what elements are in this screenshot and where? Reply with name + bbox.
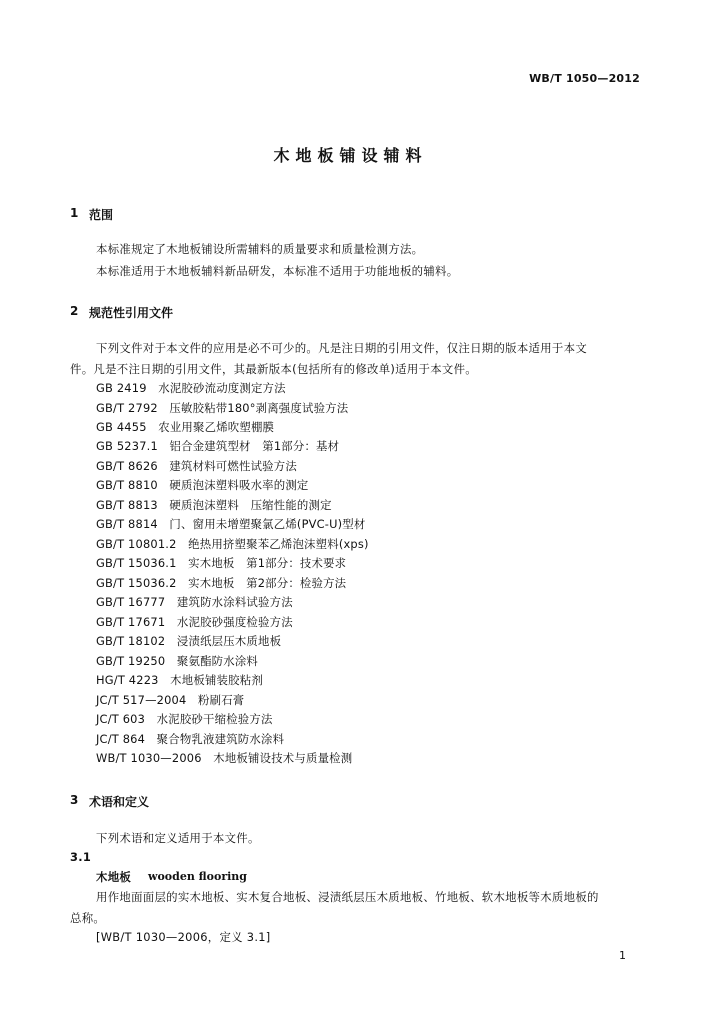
reference-item: GB/T 8814 门、窗用未增塑聚氯乙烯(PVC-U)型材	[96, 517, 366, 531]
section-1-number: 1	[70, 206, 79, 220]
reference-item: GB/T 18102 浸渍纸层压木质地板	[96, 634, 282, 648]
section-2-number: 2	[70, 304, 79, 318]
reference-item: GB/T 15036.2 实木地板 第2部分：检验方法	[96, 576, 347, 590]
reference-item: JC/T 864 聚合物乳液建筑防水涂料	[96, 732, 285, 746]
document-title: 木地板铺设辅料	[273, 146, 428, 165]
reference-item: GB 2419 水泥胶砂流动度测定方法	[96, 381, 286, 395]
term-definition: 用作地面面层的实木地板、实木复合地板、浸渍纸层压木质地板、竹地板、软木地板等木质地板的	[96, 890, 599, 904]
section-2-intro: 件。凡是不注日期的引用文件，其最新版本(包括所有的修改单)适用于本文件。	[70, 362, 477, 376]
reference-item: GB/T 15036.1 实木地板 第1部分：技术要求	[96, 556, 347, 570]
section-3-intro: 下列术语和定义适用于本文件。	[96, 831, 260, 845]
reference-item: GB 5237.1 铝合金建筑型材 第1部分：基材	[96, 439, 340, 453]
section-3-title: 术语和定义	[89, 795, 150, 809]
reference-item: WB/T 1030—2006 木地板铺设技术与质量检测	[96, 751, 353, 765]
reference-item: GB/T 17671 水泥胶砂强度检验方法	[96, 615, 293, 629]
section-1-paragraph: 本标准适用于木地板辅料新品研发，本标准不适用于功能地板的辅料。	[96, 264, 459, 278]
reference-item: GB/T 16777 建筑防水涂料试验方法	[96, 595, 293, 609]
term-source: [WB/T 1030—2006，定义 3.1]	[96, 930, 271, 944]
reference-item: GB/T 8813 硬质泡沫塑料 压缩性能的测定	[96, 498, 332, 512]
term-number: 3.1	[70, 850, 92, 864]
reference-item: GB 4455 农业用聚乙烯吹塑棚膜	[96, 420, 275, 434]
reference-item: GB/T 2792 压敏胶粘带180°剥离强度试验方法	[96, 401, 349, 415]
reference-item: GB/T 10801.2 绝热用挤塑聚苯乙烯泡沫塑料(xps)	[96, 537, 369, 551]
standard-code: WB/T 1050—2012	[529, 72, 640, 85]
term-definition: 总称。	[70, 911, 106, 925]
section-3-number: 3	[70, 793, 79, 807]
reference-item: GB/T 8810 硬质泡沫塑料吸水率的测定	[96, 478, 309, 492]
term-chinese: 木地板	[96, 870, 132, 884]
section-1-paragraph: 本标准规定了木地板铺设所需辅料的质量要求和质量检测方法。	[96, 242, 424, 256]
reference-item: GB/T 19250 聚氨酯防水涂料	[96, 654, 259, 668]
section-1-title: 范围	[89, 208, 114, 222]
reference-item: GB/T 8626 建筑材料可燃性试验方法	[96, 459, 297, 473]
reference-item: JC/T 517—2004 粉刷石膏	[96, 693, 245, 707]
page-number: 1	[619, 949, 626, 962]
section-2-intro: 下列文件对于本文件的应用是必不可少的。凡是注日期的引用文件，仅注日期的版本适用于本文	[96, 341, 588, 355]
term-english: wooden flooring	[148, 870, 247, 883]
section-2-title: 规范性引用文件	[89, 306, 174, 320]
reference-item: HG/T 4223 木地板铺装胶粘剂	[96, 673, 263, 687]
reference-item: JC/T 603 水泥胶砂干缩检验方法	[96, 712, 273, 726]
